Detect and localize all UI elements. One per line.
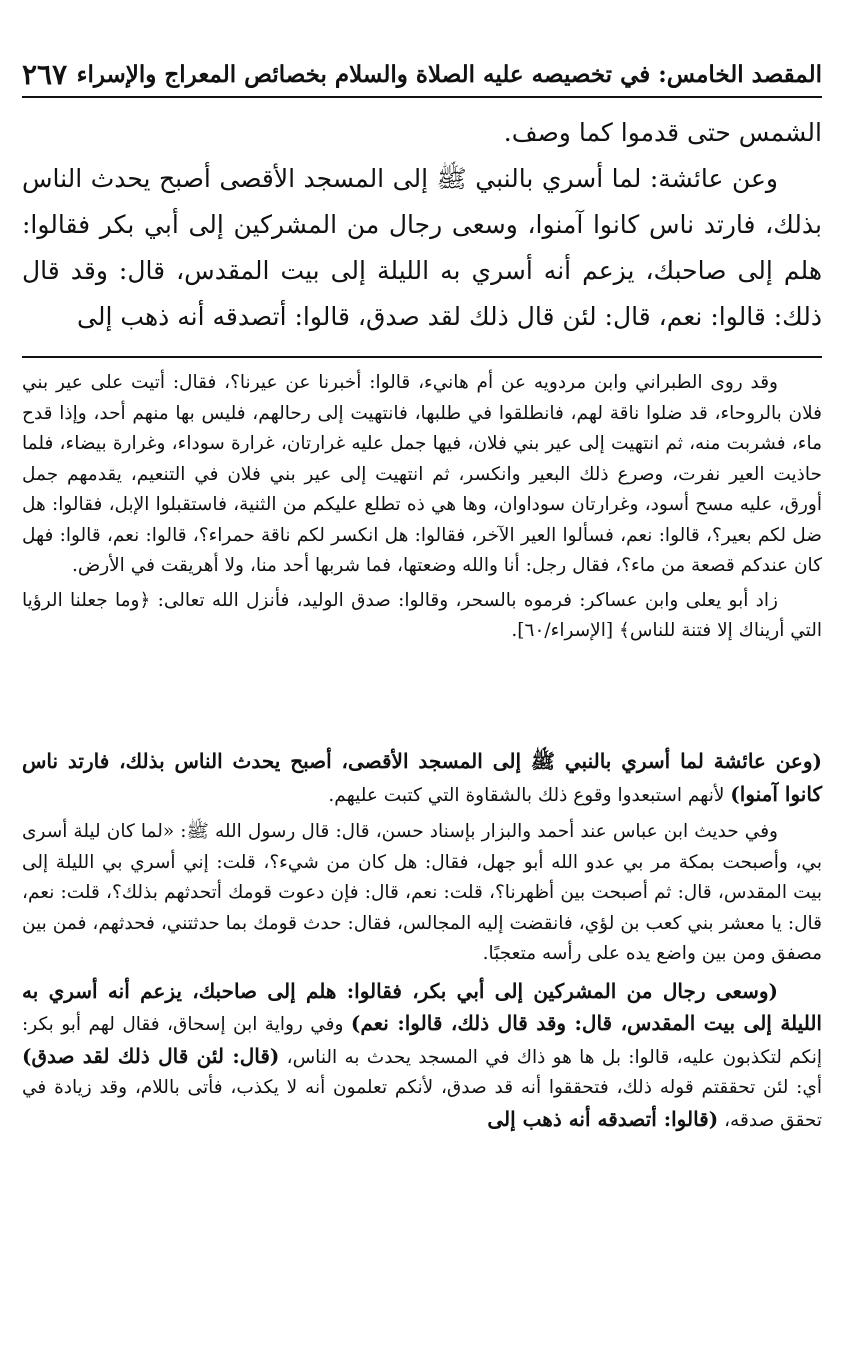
quoted-text: (وعن عائشة لما أسري بالنبي ﷺ إلى المسجد الأقصى، أصبح يحدث الناس بذلك، فارتد ناس كانوا آمنوا) (22, 749, 822, 806)
commentary-text: أي: لئن تحققتم قوله ذلك، فتحققوا أنه قد صدق، لأنكم تعلمون أنه لا يكذب، فأتى باللام، وقد زيادة في تحقق صدقه، (22, 1077, 822, 1131)
running-title: المقصد الخامس: في تخصيصه عليه الصلاة والسلام بخصائص المعراج والإسراء (76, 60, 822, 88)
commentary-text: لأنهم استبعدوا وقوع ذلك بالشقاوة التي كتبت عليهم. (328, 784, 731, 806)
footnotes (22, 368, 822, 651)
quoted-text: (قالوا: أتصدقه أنه ذهب إلى (487, 1106, 719, 1131)
commentary-paragraph (22, 976, 822, 1137)
footnote-paragraph: زاد أبو يعلى وابن عساكر: فرموه بالسحر، وقالوا: صدق الوليد، فأنزل الله تعالى: ﴿وما جعلنا الرؤيا التي أريناك إلا فتنة للناس﴾ [الإسراء/٦٠]. (22, 589, 822, 641)
commentary-paragraph: وفي حديث ابن عباس عند أحمد والبزار بإسناد حسن، قال: قال رسول الله ﷺ: «لما كان ليلة أسرى بي، وأصبحت بمكة مر بي عدو الله أبو جهل، فقال: هل كان من شيء؟، قلت: إني أسري بي الليلة إلى بيت المقدس، قال: ثم أصبحت بين أظهرنا؟، قلت: نعم، قال: فإن دعوت قومك أتحدثهم بذلك؟، قلت: نعم، قال: يا معشر بني كعب بن لؤي، فانقضت إليه المجالس، فقال: حدث قومك بما حدثتني، فحدثهم، فمن بين مصفق ومن بين واضع يده على رأسه متعجبًا. (22, 821, 822, 964)
main-paragraph: وعن عائشة: لما أسري بالنبي ﷺ إلى المسجد الأقصى أصبح يحدث الناس بذلك، فارتد ناس كانوا آمنوا، وسعى رجال من المشركين إلى أبي بكر فقالوا: هلم إلى صاحبك، يزعم أنه أسري به الليلة إلى بيت المقدس، قال: وقد قال ذلك: قالوا: نعم، قال: لئن قال ذلك لقد صدق، قالوا: أتصدقه أنه ذهب إلى (22, 164, 822, 331)
main-text (22, 110, 822, 340)
quoted-text: (وسعى رجال من المشركين إلى أبي بكر، فقالوا: هلم إلى صاحبك، يزعم أنه أسري به الليلة إلى بيت المقدس، قال: وقد قال ذلك، قالوا: نعم) (22, 978, 822, 1035)
commentary (22, 746, 822, 1142)
commentary-text: وفي رواية ابن إسحاق، فقال لهم أبو بكر: إنكم لتكذبون عليه، قالوا: بل ها هو ذاك في المسجد يحدث به الناس، (22, 1014, 822, 1068)
main-paragraph: الشمس حتى قدموا كما وصف. (503, 118, 822, 147)
page-header (22, 52, 822, 98)
footnote-paragraph: وقد روى الطبراني وابن مردويه عن أم هانيء، قالوا: أخبرنا عن عيرنا؟، فقال: أتيت على عير بني فلان بالروحاء، قد ضلوا ناقة لهم، فانطلقوا في طلبها، فانتهيت إلى رحالهم، فليس بها منهم أحد، وإذا قدح ماء، فشربت منه، ثم انتهيت إلى عير بني فلان، فيها جمل عليه غرارتان، غرارة سوداء، وغرارة بيضاء، فلما حاذيت العير نفرت، وصرع ذلك البعير وانكسر، ثم انتهيت إلى عير بني فلان في التنعيم، يقدمهم جمل أورق، عليه مسح أسود، وغرارتان سوداوان، وها هي ذه تطلع عليكم من الثنية، فاستقبلوا الإبل، فقالوا: هل ضل لكم بعير؟، قالوا: نعم، فسألوا العير الآخر، فقالوا: هل انكسر لكم ناقة حمراء؟، قالوا: نعم، قالوا: فهل كان عندكم قصعة من ماء؟، فقال رجل: أنا والله وضعتها، فما شربها أحد منا، ولا أهريقت في الأرض. (22, 372, 822, 576)
commentary-paragraph (22, 746, 822, 811)
page-number: ٢٦٧ (22, 57, 68, 91)
quoted-text: (قال: لئن قال ذلك لقد صدق) (22, 1043, 280, 1068)
footnote-divider (22, 356, 822, 358)
